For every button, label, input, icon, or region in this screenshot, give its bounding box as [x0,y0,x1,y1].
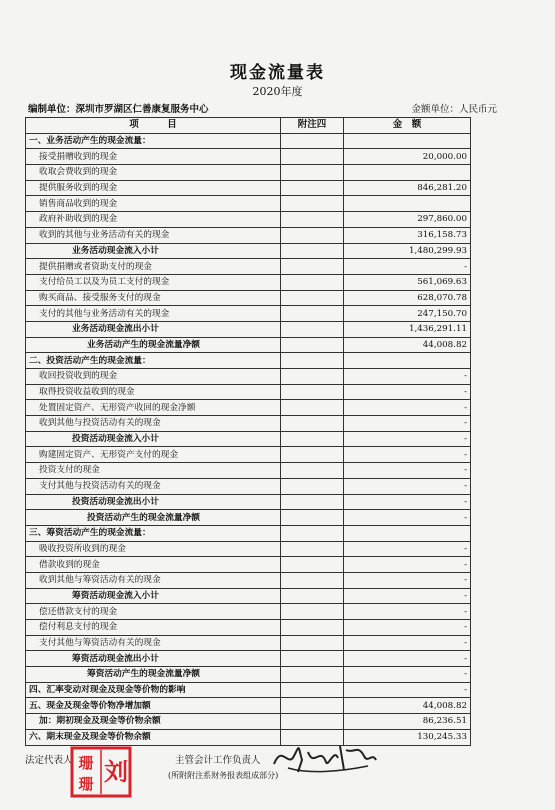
row-amount: - [344,604,471,620]
row-note [281,133,344,149]
table-row [26,165,471,181]
row-label: 收到的其他与业务活动有关的现金 [26,227,281,243]
row-note [281,353,344,369]
row-label: 支付给员工以及为员工支付的现金 [26,274,281,290]
row-amount: 628,070.78 [344,290,471,306]
row-note [281,243,344,259]
row-label: 收回投资收到的现金 [26,369,281,385]
row-note [281,369,344,385]
row-label: 接受捐赠收到的现金 [26,149,281,165]
row-amount: 86,236.51 [344,714,471,730]
row-amount: - [344,620,471,636]
row-note [281,541,344,557]
row-amount: - [344,635,471,651]
row-note [281,306,344,322]
table-row [26,651,471,667]
row-label: 支付的其他与业务活动有关的现金 [26,306,281,322]
table-row [26,180,471,196]
row-label: 提供服务收到的现金 [26,180,281,196]
row-amount: - [344,510,471,526]
row-note [281,212,344,228]
row-amount: - [344,463,471,479]
row-note [281,165,344,181]
row-amount: 561,069.63 [344,274,471,290]
currency-unit: 金额单位：人民币元 [411,104,497,115]
row-amount: - [344,416,471,432]
table-row [26,212,471,228]
row-amount: - [344,572,471,588]
table-row [26,620,471,636]
row-amount: - [344,369,471,385]
row-label: 四、汇率变动对现金及现金等价物的影响 [26,682,281,698]
row-label: 二、投资活动产生的现金流量： [26,353,281,369]
svg-text:珊: 珊 [78,754,94,772]
row-label: 业务活动产生的现金流量净额 [26,337,281,353]
table-row [26,557,471,573]
table-row [26,510,471,526]
row-label: 一、业务活动产生的现金流量： [26,133,281,149]
row-amount: 20,000.00 [344,149,471,165]
table-row [26,400,471,416]
table-row [26,337,471,353]
row-note [281,180,344,196]
table-row [26,384,471,400]
accountant-label: 主管会计工作负责人 [175,755,261,766]
row-label: 业务活动现金流出小计 [26,321,281,337]
row-note [281,588,344,604]
row-note [281,620,344,636]
table-row [26,369,471,385]
row-note [281,274,344,290]
row-note [281,321,344,337]
row-note [281,259,344,275]
row-label: 支付其他与筹资活动有关的现金 [26,635,281,651]
row-label: 六、期末现金及现金等价物余额 [26,729,281,745]
row-label: 提供捐赠或者资助支付的现金 [26,259,281,275]
footer-note: (所附附注系财务报表组成部分) [168,771,279,780]
row-amount [344,525,471,541]
table-row [26,525,471,541]
legal-representative-label: 法定代表人 [25,755,73,766]
row-label: 投资支付的现金 [26,463,281,479]
row-amount: 297,860.00 [344,212,471,228]
row-amount [344,133,471,149]
row-note [281,149,344,165]
row-amount: - [344,541,471,557]
row-amount: - [344,494,471,510]
row-note [281,651,344,667]
row-amount: - [344,588,471,604]
row-note [281,510,344,526]
table-row [26,447,471,463]
row-amount: - [344,431,471,447]
row-label: 政府补助收到的现金 [26,212,281,228]
svg-text:刘: 刘 [104,757,128,786]
header-amount: 金 额 [344,118,471,134]
row-label: 收到其他与投资活动有关的现金 [26,416,281,432]
table-row [26,149,471,165]
row-note [281,290,344,306]
row-label: 三、筹资活动产生的现金流量： [26,525,281,541]
table-row [26,259,471,275]
table-row [26,353,471,369]
cash-flow-table [25,117,471,746]
row-note [281,604,344,620]
row-label: 筹资活动产生的现金流量净额 [26,667,281,683]
table-row [26,729,471,745]
table-row [26,133,471,149]
row-amount: 1,480,299.93 [344,243,471,259]
row-label: 投资活动现金流入小计 [26,431,281,447]
header-item: 项 目 [26,118,281,134]
table-row [26,306,471,322]
row-note [281,463,344,479]
handwritten-signature [268,738,380,778]
row-note [281,384,344,400]
table-row [26,431,471,447]
row-note [281,227,344,243]
row-note [281,572,344,588]
row-amount: - [344,557,471,573]
row-amount: - [344,384,471,400]
row-note [281,400,344,416]
table-row [26,290,471,306]
table-body [26,133,471,745]
row-label: 五、现金及现金等价物净增加额 [26,698,281,714]
row-note [281,698,344,714]
table-row [26,541,471,557]
row-label: 偿付利息支付的现金 [26,620,281,636]
row-amount: 44,008.82 [344,698,471,714]
row-label: 投资活动现金流出小计 [26,494,281,510]
row-label: 处置固定资产、无形资产收回的现金净额 [26,400,281,416]
row-label: 收取会费收到的现金 [26,165,281,181]
row-label: 筹资活动现金流出小计 [26,651,281,667]
table-row [26,698,471,714]
row-label: 借款收到的现金 [26,557,281,573]
row-label: 购建固定资产、无形资产支付的现金 [26,447,281,463]
table-row [26,667,471,683]
row-amount [344,165,471,181]
table-row [26,714,471,730]
table-row [26,494,471,510]
row-amount: - [344,667,471,683]
row-note [281,337,344,353]
row-amount: 316,158.73 [344,227,471,243]
table-row [26,416,471,432]
table-row [26,196,471,212]
row-label: 业务活动现金流入小计 [26,243,281,259]
row-amount: 44,008.82 [344,337,471,353]
row-label: 收到其他与筹资活动有关的现金 [26,572,281,588]
row-note [281,635,344,651]
table-row [26,243,471,259]
table-row [26,321,471,337]
table-row [26,478,471,494]
row-amount: 247,150.70 [344,306,471,322]
row-label: 偿还借款支付的现金 [26,604,281,620]
row-label: 投资活动产生的现金流量净额 [26,510,281,526]
row-amount [344,196,471,212]
row-note [281,416,344,432]
row-amount: - [344,447,471,463]
row-label: 取得投资收益收到的现金 [26,384,281,400]
table-row [26,274,471,290]
row-label: 吸收投资所收到的现金 [26,541,281,557]
row-amount: 1,436,291.11 [344,321,471,337]
table-row [26,463,471,479]
row-label: 购买商品、接受服务支付的现金 [26,290,281,306]
table-row [26,572,471,588]
reporting-entity: 编制单位：深圳市罗湖区仁善康复服务中心 [28,104,209,115]
table-row [26,682,471,698]
row-note [281,557,344,573]
header-note: 附注四 [281,118,344,134]
row-note [281,714,344,730]
row-amount: 846,281.20 [344,180,471,196]
row-note [281,447,344,463]
row-amount: 130,245.33 [344,729,471,745]
row-note [281,431,344,447]
table-row [26,604,471,620]
row-note [281,682,344,698]
row-note [281,494,344,510]
row-note [281,525,344,541]
row-amount: - [344,478,471,494]
table-row [26,588,471,604]
table-header-row [26,118,471,134]
row-label: 支付其他与投资活动有关的现金 [26,478,281,494]
row-label: 加：期初现金及现金等价物余额 [26,714,281,730]
row-note [281,478,344,494]
row-amount: - [344,400,471,416]
row-note [281,667,344,683]
row-note [281,196,344,212]
personal-seal-stamp [70,746,132,798]
row-label: 销售商品收到的现金 [26,196,281,212]
row-label: 筹资活动现金流入小计 [26,588,281,604]
row-amount [344,353,471,369]
row-amount: - [344,682,471,698]
table-row [26,227,471,243]
report-year: 2020年度 [252,85,303,98]
row-amount: - [344,259,471,275]
report-title: 现金流量表 [230,63,325,83]
table-row [26,635,471,651]
svg-text:珊: 珊 [78,775,94,793]
row-amount: - [344,651,471,667]
